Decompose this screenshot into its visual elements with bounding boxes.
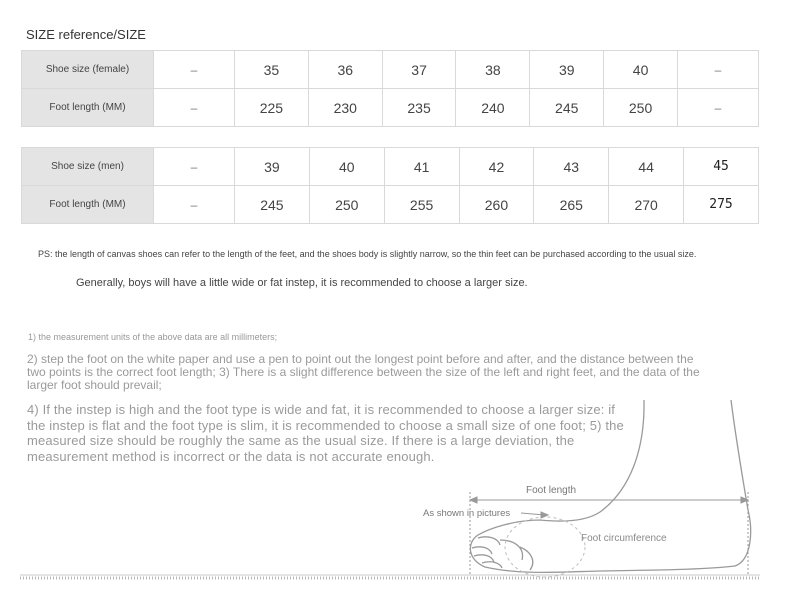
table-cell: – [154,148,235,186]
table-cell: – [154,89,235,127]
table-cell: 40 [309,148,384,186]
table-cell: 36 [308,51,382,89]
table-cell: 260 [459,186,534,224]
table-cell: 35 [235,51,309,89]
as-shown-label: As shown in pictures [423,508,511,519]
row-label: Foot length (MM) [22,186,154,224]
table-cell: 40 [604,51,678,89]
table-cell: 45 [684,148,759,186]
table-cell: 39 [530,51,604,89]
circumference-oval [505,517,585,577]
table-cell: 38 [456,51,530,89]
table-cell: 225 [235,89,309,127]
table-cell: 235 [382,89,456,127]
measurement-note-4: 4) If the instep is high and the foot type is wide and fat, it is recommended to choose a larger size: if the instep is flat and the foot type is slim, it is recommended to choose a small size of one foot; 5) the measured size should be roughly the same as the usual size. If there is a large deviation, the measurement method is incorrect or the data is not accurate enough. [27,402,624,464]
table-cell: 245 [235,186,310,224]
row-label: Shoe size (men) [22,148,154,186]
measurement-note-2: 2) step the foot on the white paper and use a pen to point out the longest point before and after, and the distance between the two points is the correct foot length; 3) There is a slight difference between the size of the left and right feet, and the data of the larger foot should prevail; [27,352,700,392]
page-title: SIZE reference/SIZE [26,27,146,42]
table-cell: 39 [235,148,310,186]
table-cell: – [154,186,235,224]
foot-circumference-label: Foot circumference [581,533,667,544]
table-cell: 250 [604,89,678,127]
table-cell: 230 [308,89,382,127]
table-cell: 41 [384,148,459,186]
table-cell: 255 [384,186,459,224]
table-cell: 250 [309,186,384,224]
recommendation-note: Generally, boys will have a little wide or fat instep, it is recommended to choose a larger size. [76,277,528,289]
row-label: Shoe size (female) [22,51,154,89]
table-cell: 37 [382,51,456,89]
table-cell: 275 [684,186,759,224]
table-cell: 42 [459,148,534,186]
table-cell: 245 [530,89,604,127]
ps-note: PS: the length of canvas shoes can refer to the length of the feet, and the shoes body is slightly narrow, so the thin feet can be purchased according to the usual size. [38,249,697,259]
ruler [20,575,760,578]
table-cell: 240 [456,89,530,127]
foot-length-label: Foot length [526,485,577,496]
table-cell: 265 [534,186,609,224]
pointer-arrow [521,512,548,518]
table-cell: – [678,51,759,89]
table-cell: 270 [609,186,684,224]
foot-outline [470,400,750,572]
row-label: Foot length (MM) [22,89,154,127]
table-cell: 43 [534,148,609,186]
table-cell: 44 [609,148,684,186]
measurement-note-1: 1) the measurement units of the above data are all millimeters; [28,332,278,342]
table-cell: – [154,51,235,89]
table-cell: – [678,89,759,127]
